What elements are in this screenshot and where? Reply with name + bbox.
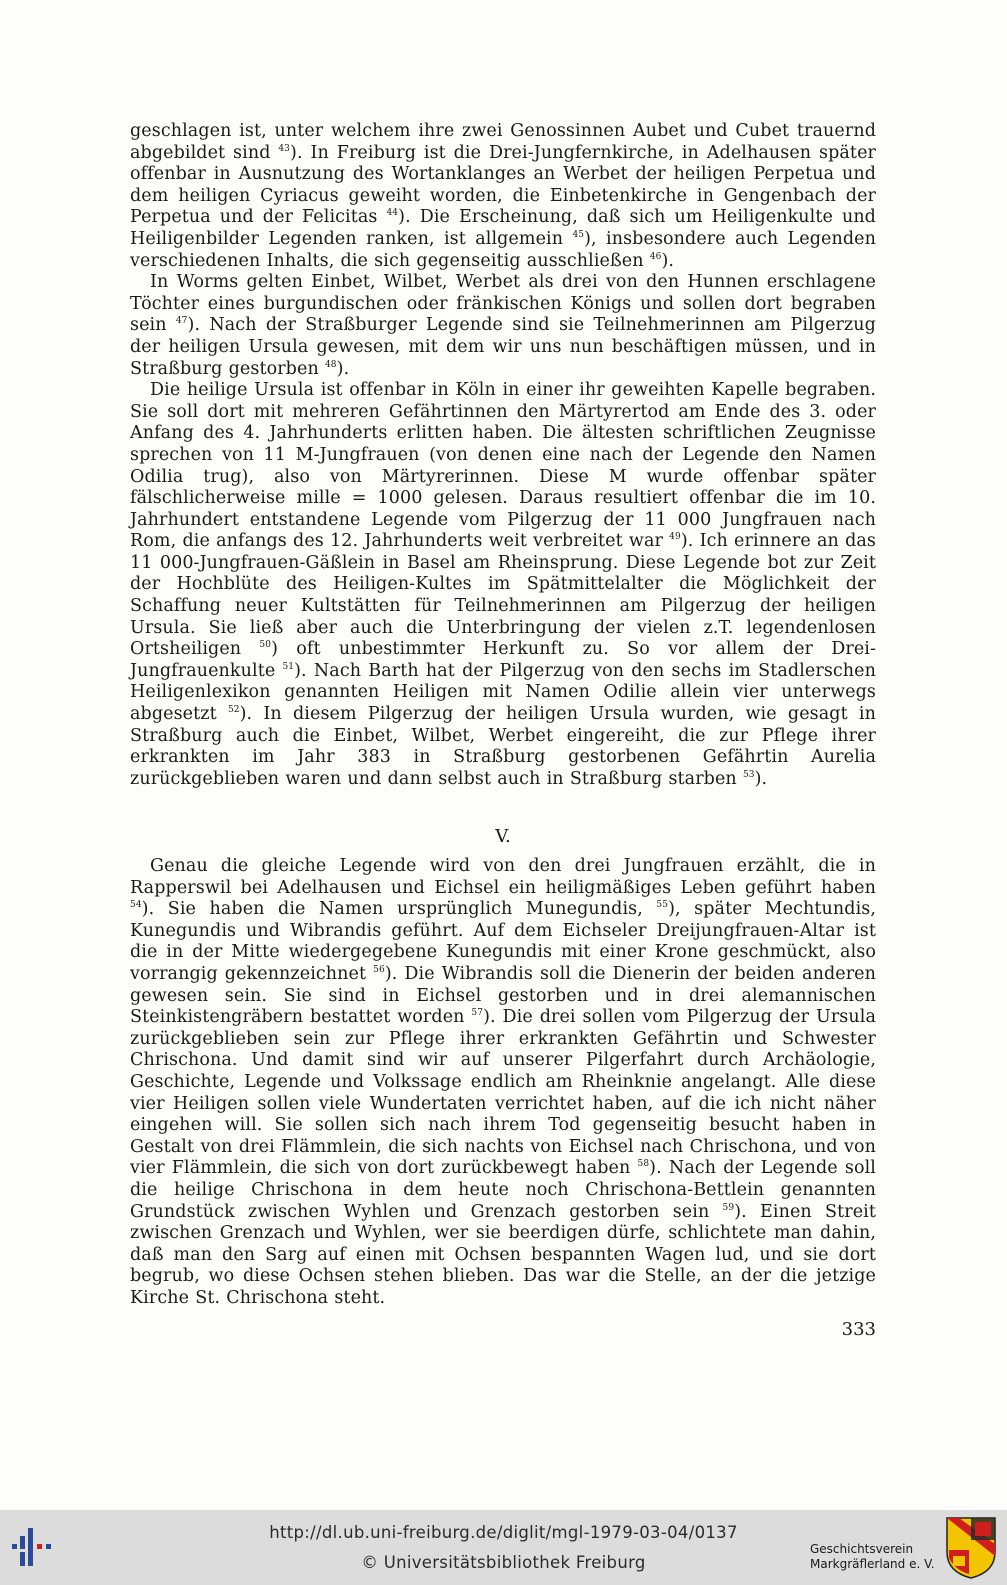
footnote-ref: 56 — [373, 964, 385, 975]
text-run: ), insbesondere auch Legenden verschiedenen Inhalts, die sich gegenseitig ausschließen — [130, 228, 876, 271]
text-run: ). Nach Barth hat der Pilgerzug von den sechs im Stadlerschen Heiligenlexikon genannten Heiligen mit Namen Odilie allein vier unterwegs abgesetzt — [130, 660, 876, 725]
body-text-bottom — [130, 856, 876, 1309]
text-run: ). — [754, 768, 768, 789]
text-run: geschlagen ist, unter welchem ihre zwei Genossinnen Aubet und Cubet trauernd abgebildet sind — [130, 121, 876, 163]
footnote-ref: 51 — [282, 661, 295, 672]
footnote-ref: 44 — [386, 208, 399, 219]
text-run: ). Die drei sollen vom Pilgerzug der Ursula zurückgeblieben sein zur Pflege ihrer erkrankten Gefährtin und Schwester Chrischona. Und damit sind wir auf unserer Pilgerfahrt durch Archäologie, Geschichte, Legende und Volkssage endlich am Rheinknie angelangt. Alle diese vier Heiligen sollen viele Wundertaten verrichtet haben, auf die ich nicht näher eingehen will. Sie sollen sich nach ihrem Tod gegenseitig besucht haben in Gestalt von drei Flämmlein, die sich nachts von Eichsel nach Chrischona, und von vier Flämmlein, die sich von dort zurückbewegt haben — [130, 1007, 876, 1179]
footnote-ref: 48 — [324, 359, 337, 370]
footnote-ref: 55 — [656, 900, 669, 911]
footnote-ref: 50 — [259, 640, 272, 651]
footer-url-link[interactable]: http://dl.ub.uni-freiburg.de/diglit/mgl-1979-03-04/0137 — [269, 1523, 738, 1542]
text-run: ). — [336, 358, 350, 379]
coat-of-arms-icon[interactable] — [945, 1516, 997, 1580]
text-run: ). Die Erscheinung, daß sich um Heiligenkulte und Heiligenbilder Legenden ranken, ist allgemein — [130, 207, 876, 249]
footnote-ref: 54 — [130, 900, 142, 911]
paragraph — [130, 856, 876, 1309]
text-run: ). Einen Streit zwischen Grenzach und Wyhlen, wer sie beerdigen dürfe, schlichtete man dahin, daß man den Sarg auf einen mit Ochsen bespannten Wagen lud, und sie dort begrub, wo diese Ochsen stehen blieben. Das war die Stelle, an der die jetzige Kirche St. Chrischona steht. — [130, 1201, 876, 1308]
footnote-ref: 47 — [175, 316, 188, 327]
paragraph — [130, 380, 876, 790]
paragraph — [130, 272, 876, 380]
footnote-ref: 46 — [649, 251, 662, 262]
society-name-line2: Markgräflerland e. V. — [810, 1557, 935, 1571]
text-run: In Worms gelten Einbet, Wilbet, Werbet als drei von den Hunnen erschlagene Töchter eines burgundischen oder fränkischen Königs und sollen dort begraben sein — [130, 272, 876, 336]
text-run: ). Nach der Legende soll die heilige Chrischona in dem heute noch Chrischona-Bettlein genannten Grundstück zwischen Wyhlen und Grenzach gestorben sein — [130, 1158, 876, 1222]
footnote-ref: 52 — [227, 705, 240, 716]
text-run: Die heilige Ursula ist offenbar in Köln in einer ihr geweihten Kapelle begraben. Sie soll dort mit mehreren Gefährtinnen den Märtyrertod am Ende des 3. oder Anfang des 4. Jahrhunderts erlitten haben. Die ältesten schriftlichen Zeugnisse sprechen von 11 M-Jungfrauen (von denen eine nach der Legende den Namen Odilia trug), also von Märtyrerinnen. Diese M wurde offenbar später fälschlicherweise mille = 1000 gelesen. Daraus resultiert offenbar die im 10. Jahrhundert entstandene Legende vom Pilgerzug der 11 000 Jungfrauen nach Rom, die anfangs des 12. Jahrhunderts weit verbreitet war — [130, 380, 876, 552]
text-run: ). Nach der Straßburger Legende sind sie Teilnehmerinnen am Pilgerzug der heiligen Ursula gewesen, mit dem wir uns nun beschäftigen müssen, und in Straßburg gestorben — [130, 315, 876, 379]
text-run: Genau die gleiche Legende wird von den drei Jungfrauen erzählt, die in Rapperswil bei Adelhausen und Eichsel ein heiligmäßiges Leben geführt haben — [130, 856, 876, 898]
footnote-ref: 58 — [637, 1159, 650, 1170]
society-name — [810, 1542, 935, 1572]
text-run: ). In diesem Pilgerzug der heiligen Ursula wurden, wie gesagt in Straßburg auch die Einbet, Wilbet, Werbet eingereiht, die zur Pflege ihrer erkrankten im Jahr 383 in Straßburg gestorbenen Gefährtin Aurelia zurückgeblieben waren und dann selbst auch in Straßburg starben — [130, 704, 876, 789]
page-number: 333 — [841, 1319, 876, 1340]
footnote-ref: 49 — [669, 532, 681, 543]
text-run: ). — [661, 250, 675, 271]
text-run: ). Sie haben die Namen ursprünglich Munegundis, — [141, 899, 657, 920]
footnote-ref: 45 — [572, 229, 585, 240]
text-run: ), später Mechtundis, Kunegundis und Wibrandis geführt. Auf dem Eichseler Dreijungfrauen-Altar ist die in der Mitte wiedergegebene Kunegundis mit einer Krone geschmückt, also vorrangig gekennzeichnet — [130, 899, 877, 984]
footnote-ref: 59 — [722, 1202, 735, 1213]
footnote-ref: 43 — [278, 143, 291, 154]
footnote-ref: 53 — [742, 769, 755, 780]
text-run: ). Die Wibrandis soll die Dienerin der beiden anderen gewesen sein. Sie sind in Eichsel gestorben und in drei alemannischen Steinkistengräbern bestattet worden — [130, 963, 876, 1028]
footer-copyright: © Universitätsbibliothek Freiburg — [361, 1553, 646, 1572]
section-heading: V. — [495, 826, 511, 847]
text-run: ) oft unbestimmter Herkunft zu. So vor allem der Drei-Jungfrauenkulte — [130, 639, 876, 681]
paragraph — [130, 121, 876, 272]
text-run: ). Ich erinnere an das 11 000-Jungfrauen-Gäßlein in Basel am Rheinsprung. Diese Legende bot zur Zeit der Hochblüte des Heiligen-Kultes im Spätmittelalter die Möglichkeit der Schaffung neuer Kultstätten für Teilnehmerinnen am Pilgerzug der heiligen Ursula. Sie ließ aber auch die Unterbringung der vielen z.T. legendenlosen Ortsheiligen — [130, 531, 876, 660]
footer-bar — [0, 1510, 1007, 1585]
body-text-top — [130, 121, 876, 790]
society-name-line1: Geschichtsverein — [810, 1542, 914, 1556]
text-run: ). In Freiburg ist die Drei-Jungfernkirche, in Adelhausen später offenbar in Ausnutzung des Wortanklanges an Werbet der heiligen Perpetua und dem heiligen Cyriacus geweiht worden, die Einbetenkirche in Gengenbach der Perpetua und der Felicitas — [130, 142, 876, 228]
footnote-ref: 57 — [471, 1008, 484, 1019]
